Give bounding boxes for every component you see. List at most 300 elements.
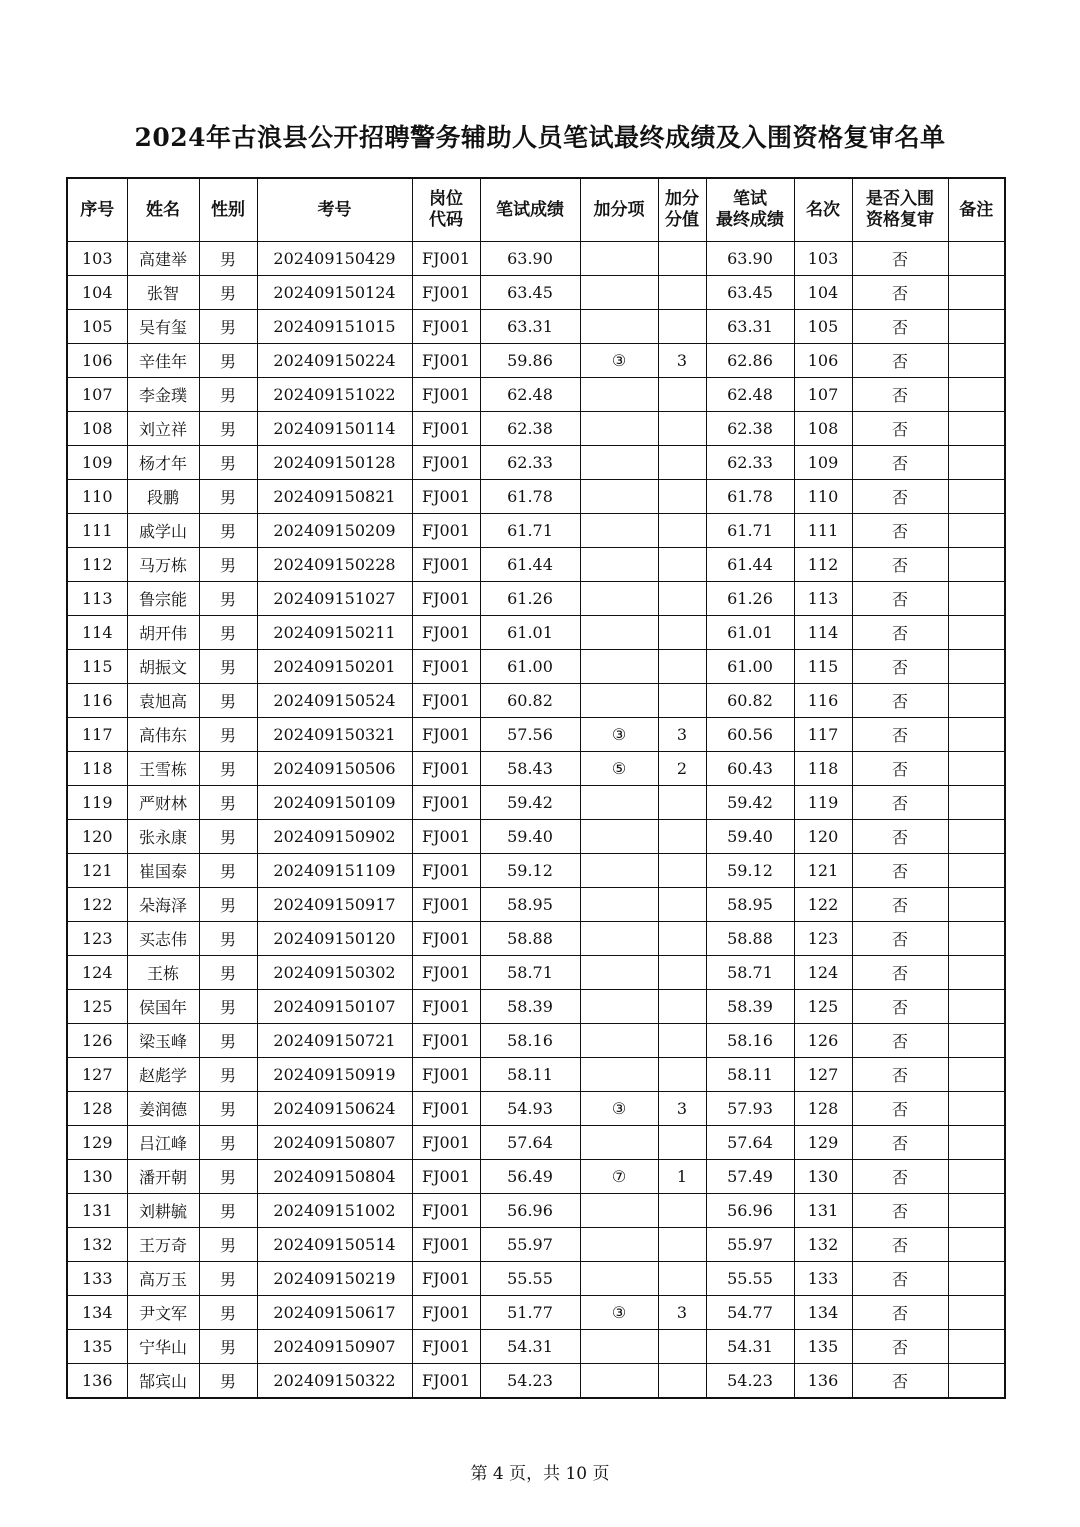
- index-cell: 114: [67, 616, 127, 650]
- bonus-value-cell: [658, 922, 706, 956]
- table-row: [67, 242, 1005, 276]
- gender-cell: 男: [199, 616, 257, 650]
- written-score-cell: 63.90: [480, 242, 580, 276]
- position-code-cell: FJ001: [412, 242, 480, 276]
- exam-number-cell: 202409151022: [257, 378, 412, 412]
- shortlisted-cell: 否: [852, 514, 948, 548]
- name-cell: 侯国年: [127, 990, 199, 1024]
- name-cell: 郜宾山: [127, 1364, 199, 1399]
- gender-cell: 男: [199, 1024, 257, 1058]
- exam-number-cell: 202409150902: [257, 820, 412, 854]
- bonus-item-cell: [580, 1330, 658, 1364]
- rank-cell: 131: [794, 1194, 852, 1228]
- name-cell: 王栋: [127, 956, 199, 990]
- written-score-cell: 55.97: [480, 1228, 580, 1262]
- exam-number-cell: 202409150211: [257, 616, 412, 650]
- written-score-cell: 56.96: [480, 1194, 580, 1228]
- header-final-score-label: 笔试 最终成绩: [716, 189, 784, 230]
- header-exam-number-label: 考号: [317, 199, 352, 220]
- shortlisted-cell: 否: [852, 956, 948, 990]
- written-score-cell: 57.56: [480, 718, 580, 752]
- bonus-item-cell: [580, 820, 658, 854]
- exam-number-cell: 202409151015: [257, 310, 412, 344]
- position-code-cell: FJ001: [412, 922, 480, 956]
- bonus-item-cell: [580, 956, 658, 990]
- position-code-cell: FJ001: [412, 310, 480, 344]
- bonus-value-cell: [658, 650, 706, 684]
- index-cell: 132: [67, 1228, 127, 1262]
- results-table: [66, 177, 1006, 1399]
- bonus-value-cell: [658, 956, 706, 990]
- remarks-cell: [948, 1024, 1005, 1058]
- table-row: [67, 854, 1005, 888]
- bonus-item-cell: [580, 480, 658, 514]
- bonus-value-cell: [658, 616, 706, 650]
- remarks-cell: [948, 786, 1005, 820]
- shortlisted-cell: 否: [852, 752, 948, 786]
- table-row: [67, 888, 1005, 922]
- bonus-value-cell: [658, 514, 706, 548]
- written-score-cell: 62.38: [480, 412, 580, 446]
- rank-cell: 112: [794, 548, 852, 582]
- rank-cell: 134: [794, 1296, 852, 1330]
- remarks-cell: [948, 1330, 1005, 1364]
- exam-number-cell: 202409150209: [257, 514, 412, 548]
- table-row: [67, 548, 1005, 582]
- index-cell: 126: [67, 1024, 127, 1058]
- table-row: [67, 480, 1005, 514]
- position-code-cell: FJ001: [412, 650, 480, 684]
- rank-cell: 128: [794, 1092, 852, 1126]
- gender-cell: 男: [199, 446, 257, 480]
- position-code-cell: FJ001: [412, 1126, 480, 1160]
- exam-number-cell: 202409150128: [257, 446, 412, 480]
- gender-cell: 男: [199, 276, 257, 310]
- position-code-cell: FJ001: [412, 1296, 480, 1330]
- shortlisted-cell: 否: [852, 650, 948, 684]
- index-cell: 125: [67, 990, 127, 1024]
- final-score-cell: 58.16: [706, 1024, 794, 1058]
- position-code-cell: FJ001: [412, 820, 480, 854]
- bonus-item-cell: [580, 548, 658, 582]
- exam-number-cell: 202409151002: [257, 1194, 412, 1228]
- gender-cell: 男: [199, 378, 257, 412]
- rank-cell: 123: [794, 922, 852, 956]
- header-remarks-label: 备注: [959, 199, 994, 220]
- bonus-item-cell: [580, 786, 658, 820]
- table-row: [67, 650, 1005, 684]
- final-score-cell: 57.49: [706, 1160, 794, 1194]
- exam-number-cell: 202409150114: [257, 412, 412, 446]
- remarks-cell: [948, 242, 1005, 276]
- remarks-cell: [948, 922, 1005, 956]
- rank-cell: 116: [794, 684, 852, 718]
- remarks-cell: [948, 888, 1005, 922]
- shortlisted-cell: 否: [852, 582, 948, 616]
- rank-cell: 118: [794, 752, 852, 786]
- header-index: [67, 178, 127, 242]
- position-code-cell: FJ001: [412, 514, 480, 548]
- name-cell: 姜润德: [127, 1092, 199, 1126]
- header-rank: [794, 178, 852, 242]
- written-score-cell: 58.39: [480, 990, 580, 1024]
- bonus-item-cell: [580, 310, 658, 344]
- exam-number-cell: 202409150201: [257, 650, 412, 684]
- name-cell: 杨才年: [127, 446, 199, 480]
- bonus-value-cell: [658, 1262, 706, 1296]
- rank-cell: 115: [794, 650, 852, 684]
- shortlisted-cell: 否: [852, 1024, 948, 1058]
- position-code-cell: FJ001: [412, 276, 480, 310]
- name-cell: 高建举: [127, 242, 199, 276]
- rank-cell: 132: [794, 1228, 852, 1262]
- shortlisted-cell: 否: [852, 1228, 948, 1262]
- written-score-cell: 57.64: [480, 1126, 580, 1160]
- written-score-cell: 58.43: [480, 752, 580, 786]
- gender-cell: 男: [199, 888, 257, 922]
- position-code-cell: FJ001: [412, 582, 480, 616]
- name-cell: 鲁宗能: [127, 582, 199, 616]
- table-row: [67, 956, 1005, 990]
- bonus-item-cell: ③: [580, 1296, 658, 1330]
- bonus-value-cell: [658, 242, 706, 276]
- name-cell: 王雪栋: [127, 752, 199, 786]
- written-score-cell: 59.86: [480, 344, 580, 378]
- shortlisted-cell: 否: [852, 786, 948, 820]
- shortlisted-cell: 否: [852, 616, 948, 650]
- header-final-score: [706, 178, 794, 242]
- bonus-item-cell: [580, 650, 658, 684]
- bonus-item-cell: [580, 378, 658, 412]
- shortlisted-cell: 否: [852, 684, 948, 718]
- name-cell: 张永康: [127, 820, 199, 854]
- bonus-item-cell: [580, 412, 658, 446]
- table-row: [67, 1262, 1005, 1296]
- name-cell: 吴有玺: [127, 310, 199, 344]
- exam-number-cell: 202409151027: [257, 582, 412, 616]
- bonus-value-cell: [658, 1330, 706, 1364]
- index-cell: 112: [67, 548, 127, 582]
- final-score-cell: 54.77: [706, 1296, 794, 1330]
- final-score-cell: 60.82: [706, 684, 794, 718]
- gender-cell: 男: [199, 1296, 257, 1330]
- bonus-item-cell: [580, 514, 658, 548]
- index-cell: 134: [67, 1296, 127, 1330]
- name-cell: 高万玉: [127, 1262, 199, 1296]
- final-score-cell: 63.31: [706, 310, 794, 344]
- gender-cell: 男: [199, 582, 257, 616]
- exam-number-cell: 202409150120: [257, 922, 412, 956]
- final-score-cell: 59.42: [706, 786, 794, 820]
- shortlisted-cell: 否: [852, 548, 948, 582]
- written-score-cell: 58.16: [480, 1024, 580, 1058]
- header-written-score-label: 笔试成绩: [496, 199, 564, 220]
- written-score-cell: 58.11: [480, 1058, 580, 1092]
- bonus-item-cell: [580, 1126, 658, 1160]
- table-row: [67, 378, 1005, 412]
- bonus-value-cell: [658, 548, 706, 582]
- gender-cell: 男: [199, 1160, 257, 1194]
- written-score-cell: 63.45: [480, 276, 580, 310]
- shortlisted-cell: 否: [852, 1296, 948, 1330]
- shortlisted-cell: 否: [852, 922, 948, 956]
- position-code-cell: FJ001: [412, 1058, 480, 1092]
- position-code-cell: FJ001: [412, 1092, 480, 1126]
- remarks-cell: [948, 1160, 1005, 1194]
- position-code-cell: FJ001: [412, 752, 480, 786]
- shortlisted-cell: 否: [852, 378, 948, 412]
- remarks-cell: [948, 1194, 1005, 1228]
- shortlisted-cell: 否: [852, 1194, 948, 1228]
- table-row: [67, 786, 1005, 820]
- final-score-cell: 62.86: [706, 344, 794, 378]
- index-cell: 130: [67, 1160, 127, 1194]
- index-cell: 109: [67, 446, 127, 480]
- gender-cell: 男: [199, 956, 257, 990]
- bonus-value-cell: 3: [658, 344, 706, 378]
- table-row: [67, 276, 1005, 310]
- table-row: [67, 990, 1005, 1024]
- final-score-cell: 61.71: [706, 514, 794, 548]
- index-cell: 104: [67, 276, 127, 310]
- table-row: [67, 1126, 1005, 1160]
- gender-cell: 男: [199, 514, 257, 548]
- name-cell: 段鹏: [127, 480, 199, 514]
- rank-cell: 133: [794, 1262, 852, 1296]
- remarks-cell: [948, 718, 1005, 752]
- shortlisted-cell: 否: [852, 1092, 948, 1126]
- exam-number-cell: 202409150821: [257, 480, 412, 514]
- table-row: [67, 1194, 1005, 1228]
- gender-cell: 男: [199, 344, 257, 378]
- rank-cell: 107: [794, 378, 852, 412]
- index-cell: 121: [67, 854, 127, 888]
- bonus-item-cell: [580, 684, 658, 718]
- final-score-cell: 63.90: [706, 242, 794, 276]
- table-row: [67, 310, 1005, 344]
- page-footer: 第 4 页，共 10 页: [470, 1464, 610, 1484]
- written-score-cell: 59.40: [480, 820, 580, 854]
- final-score-cell: 57.93: [706, 1092, 794, 1126]
- remarks-cell: [948, 344, 1005, 378]
- bonus-item-cell: [580, 854, 658, 888]
- rank-cell: 110: [794, 480, 852, 514]
- name-cell: 袁旭高: [127, 684, 199, 718]
- exam-number-cell: 202409150919: [257, 1058, 412, 1092]
- rank-cell: 111: [794, 514, 852, 548]
- index-cell: 110: [67, 480, 127, 514]
- gender-cell: 男: [199, 922, 257, 956]
- table-row: [67, 1058, 1005, 1092]
- index-cell: 128: [67, 1092, 127, 1126]
- index-cell: 105: [67, 310, 127, 344]
- index-cell: 118: [67, 752, 127, 786]
- final-score-cell: 58.71: [706, 956, 794, 990]
- name-cell: 刘立祥: [127, 412, 199, 446]
- table-row: [67, 1330, 1005, 1364]
- table-row: [67, 446, 1005, 480]
- header-gender: [199, 178, 257, 242]
- rank-cell: 136: [794, 1364, 852, 1399]
- remarks-cell: [948, 276, 1005, 310]
- index-cell: 111: [67, 514, 127, 548]
- exam-number-cell: 202409150514: [257, 1228, 412, 1262]
- exam-number-cell: 202409150302: [257, 956, 412, 990]
- final-score-cell: 62.33: [706, 446, 794, 480]
- rank-cell: 125: [794, 990, 852, 1024]
- table-row: [67, 752, 1005, 786]
- exam-number-cell: 202409150617: [257, 1296, 412, 1330]
- header-shortlisted-label: 是否入围 资格复审: [866, 189, 934, 230]
- exam-number-cell: 202409150322: [257, 1364, 412, 1399]
- index-cell: 107: [67, 378, 127, 412]
- index-cell: 133: [67, 1262, 127, 1296]
- bonus-value-cell: [658, 1364, 706, 1399]
- header-name: [127, 178, 199, 242]
- remarks-cell: [948, 1092, 1005, 1126]
- rank-cell: 126: [794, 1024, 852, 1058]
- remarks-cell: [948, 650, 1005, 684]
- name-cell: 李金璞: [127, 378, 199, 412]
- name-cell: 买志伟: [127, 922, 199, 956]
- rank-cell: 135: [794, 1330, 852, 1364]
- gender-cell: 男: [199, 1364, 257, 1399]
- exam-number-cell: 202409150917: [257, 888, 412, 922]
- written-score-cell: 62.33: [480, 446, 580, 480]
- gender-cell: 男: [199, 1194, 257, 1228]
- gender-cell: 男: [199, 1058, 257, 1092]
- written-score-cell: 58.95: [480, 888, 580, 922]
- index-cell: 106: [67, 344, 127, 378]
- index-cell: 129: [67, 1126, 127, 1160]
- index-cell: 122: [67, 888, 127, 922]
- shortlisted-cell: 否: [852, 1160, 948, 1194]
- index-cell: 123: [67, 922, 127, 956]
- bonus-value-cell: [658, 786, 706, 820]
- index-cell: 135: [67, 1330, 127, 1364]
- bonus-item-cell: [580, 276, 658, 310]
- remarks-cell: [948, 1262, 1005, 1296]
- index-cell: 136: [67, 1364, 127, 1399]
- bonus-value-cell: 2: [658, 752, 706, 786]
- table-row: [67, 1024, 1005, 1058]
- written-score-cell: 61.78: [480, 480, 580, 514]
- bonus-value-cell: 3: [658, 718, 706, 752]
- rank-cell: 109: [794, 446, 852, 480]
- position-code-cell: FJ001: [412, 1024, 480, 1058]
- table-row: [67, 514, 1005, 548]
- remarks-cell: [948, 752, 1005, 786]
- rank-cell: 108: [794, 412, 852, 446]
- rank-cell: 127: [794, 1058, 852, 1092]
- remarks-cell: [948, 446, 1005, 480]
- gender-cell: 男: [199, 650, 257, 684]
- written-score-cell: 60.82: [480, 684, 580, 718]
- bonus-item-cell: ⑤: [580, 752, 658, 786]
- name-cell: 崔国泰: [127, 854, 199, 888]
- remarks-cell: [948, 616, 1005, 650]
- exam-number-cell: 202409150109: [257, 786, 412, 820]
- bonus-value-cell: [658, 446, 706, 480]
- position-code-cell: FJ001: [412, 412, 480, 446]
- position-code-cell: FJ001: [412, 786, 480, 820]
- remarks-cell: [948, 310, 1005, 344]
- final-score-cell: 58.39: [706, 990, 794, 1024]
- position-code-cell: FJ001: [412, 1194, 480, 1228]
- exam-number-cell: 202409150429: [257, 242, 412, 276]
- shortlisted-cell: 否: [852, 888, 948, 922]
- table-row: [67, 718, 1005, 752]
- exam-number-cell: 202409150321: [257, 718, 412, 752]
- shortlisted-cell: 否: [852, 242, 948, 276]
- written-score-cell: 58.71: [480, 956, 580, 990]
- final-score-cell: 54.23: [706, 1364, 794, 1399]
- name-cell: 宁华山: [127, 1330, 199, 1364]
- written-score-cell: 54.23: [480, 1364, 580, 1399]
- final-score-cell: 62.38: [706, 412, 794, 446]
- table-row: [67, 1228, 1005, 1262]
- rank-cell: 117: [794, 718, 852, 752]
- remarks-cell: [948, 854, 1005, 888]
- name-cell: 马万栋: [127, 548, 199, 582]
- position-code-cell: FJ001: [412, 956, 480, 990]
- gender-cell: 男: [199, 412, 257, 446]
- bonus-value-cell: 3: [658, 1092, 706, 1126]
- shortlisted-cell: 否: [852, 1262, 948, 1296]
- header-bonus-item-label: 加分项: [593, 199, 645, 220]
- name-cell: 戚学山: [127, 514, 199, 548]
- gender-cell: 男: [199, 548, 257, 582]
- written-score-cell: 51.77: [480, 1296, 580, 1330]
- bonus-item-cell: [580, 616, 658, 650]
- written-score-cell: 61.44: [480, 548, 580, 582]
- bonus-value-cell: [658, 276, 706, 310]
- position-code-cell: FJ001: [412, 854, 480, 888]
- name-cell: 潘开朝: [127, 1160, 199, 1194]
- rank-cell: 130: [794, 1160, 852, 1194]
- bonus-item-cell: [580, 922, 658, 956]
- bonus-value-cell: [658, 684, 706, 718]
- exam-number-cell: 202409150624: [257, 1092, 412, 1126]
- name-cell: 王万奇: [127, 1228, 199, 1262]
- gender-cell: 男: [199, 820, 257, 854]
- written-score-cell: 62.48: [480, 378, 580, 412]
- table-row: [67, 582, 1005, 616]
- table-body: [67, 242, 1005, 1399]
- rank-cell: 103: [794, 242, 852, 276]
- table-row: [67, 922, 1005, 956]
- written-score-cell: 55.55: [480, 1262, 580, 1296]
- remarks-cell: [948, 1058, 1005, 1092]
- shortlisted-cell: 否: [852, 310, 948, 344]
- remarks-cell: [948, 990, 1005, 1024]
- remarks-cell: [948, 514, 1005, 548]
- exam-number-cell: 202409150721: [257, 1024, 412, 1058]
- gender-cell: 男: [199, 1092, 257, 1126]
- remarks-cell: [948, 684, 1005, 718]
- rank-cell: 104: [794, 276, 852, 310]
- bonus-item-cell: ③: [580, 718, 658, 752]
- table-row: [67, 412, 1005, 446]
- name-cell: 严财林: [127, 786, 199, 820]
- header-position-code: [412, 178, 480, 242]
- table-row: [67, 684, 1005, 718]
- table-row: [67, 344, 1005, 378]
- remarks-cell: [948, 1364, 1005, 1399]
- gender-cell: 男: [199, 854, 257, 888]
- name-cell: 胡开伟: [127, 616, 199, 650]
- name-cell: 朵海泽: [127, 888, 199, 922]
